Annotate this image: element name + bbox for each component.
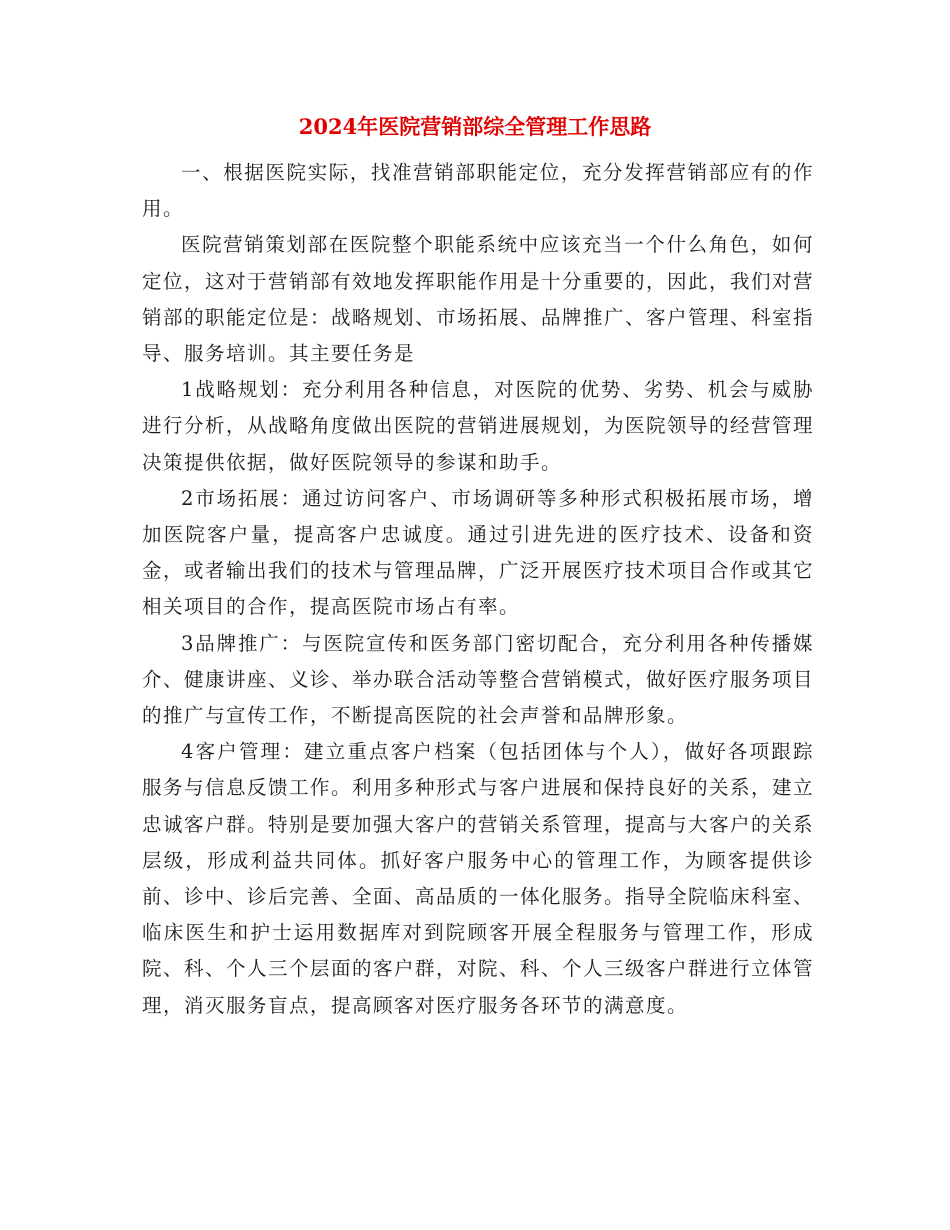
- document-title: 2024年医院营销部综全管理工作思路: [298, 114, 652, 139]
- paragraph-role-definition: 医院营销策划部在医院整个职能系统中应该充当一个什么角色，如何定位，这对于营销部有效地发挥职能作用是十分重要的，因此，我们对营销部的职能定位是：战略规划、市场拓展、品牌推广、客户管理、科室指导、服务培训。其主要任务是: [142, 233, 815, 366]
- paragraph-brand-promotion: 3品牌推广：与医院宣传和医务部门密切配合，充分利用各种传播媒介、健康讲座、义诊、举办联合活动等整合营销模式，做好医疗服务项目的推广与宣传工作，不断提高医院的社会声誉和品牌形象。: [142, 631, 815, 728]
- paragraph-market-expansion: 2市场拓展：通过访问客户、市场调研等多种形式积极拓展市场，增加医院客户量，提高客户忠诚度。通过引进先进的医疗技术、设备和资金，或者输出我们的技术与管理品牌，广泛开展医疗技术项目合作或其它相关项目的合作，提高医院市场占有率。: [142, 486, 815, 619]
- paragraph-strategy-planning: 1战略规划：充分利用各种信息，对医院的优势、劣势、机会与威胁进行分析，从战略角度做出医院的营销进展规划，为医院领导的经营管理决策提供依据，做好医院领导的参谋和助手。: [142, 378, 815, 474]
- paragraph-customer-management: 4客户管理：建立重点客户档案（包括团体与个人），做好各项跟踪服务与信息反馈工作。利用多种形式与客户进展和保持良好的关系，建立忠诚客户群。特别是要加强大客户的营销关系管理，提高与大客户的关系层级，形成利益共同体。抓好客户服务中心的管理工作，为顾客提供诊前、诊中、诊后完善、全面、高品质的一体化服务。指导全院临床科室、临床医生和护士运用数据库对到院顾客开展全程服务与管理工作，形成院、科、个人三个层面的客户群，对院、科、个人三级客户群进行立体管理，消灭服务盲点，提高顾客对医疗服务各环节的满意度。: [142, 740, 815, 1017]
- paragraph-section-heading: 一、根据医院实际，找准营销部职能定位，充分发挥营销部应有的作用。: [142, 161, 814, 221]
- document-body: [142, 155, 814, 1024]
